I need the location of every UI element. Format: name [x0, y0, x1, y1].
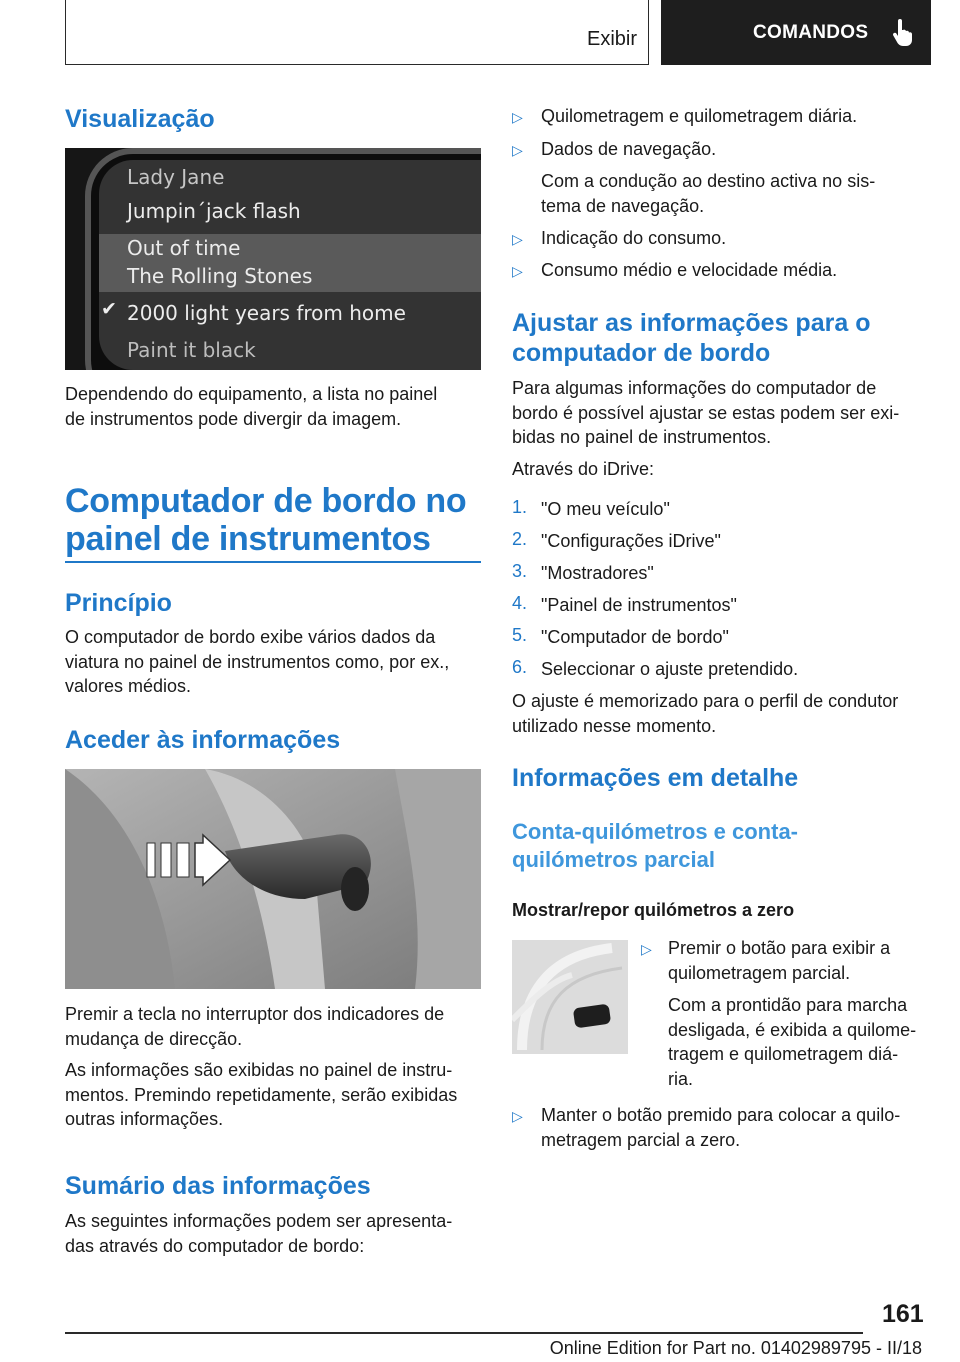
- idrive-intro: Através do iDrive:: [512, 459, 655, 479]
- triangle-bullet-icon: ▷: [512, 142, 523, 158]
- summary-item: Consumo médio e velocidade média.: [541, 260, 838, 280]
- aceder-text-2: As informações são exibidas no painel de instru- mentos. Premindo repetidamente, serão exibidas outras informações.: [65, 1060, 458, 1129]
- step-item: "O meu veículo": [541, 499, 670, 519]
- odometer-illustration: [512, 940, 628, 1054]
- menu-item: Lady Jane: [127, 165, 225, 189]
- chapter-title: Computador de bordo no painel de instrumentos: [65, 482, 467, 558]
- step-number: 5.: [512, 625, 528, 645]
- step-item: "Computador de bordo": [541, 627, 729, 647]
- step-item: "Painel de instrumentos": [541, 595, 737, 615]
- step-number: 6.: [512, 657, 528, 677]
- summary-item: Dados de navegação.: [541, 139, 717, 159]
- header-chapter-tab: [661, 0, 931, 65]
- summary-item: Indicação do consumo.: [541, 228, 727, 248]
- ajustar-text: Para algumas informações do computador de bordo é possível ajustar se estas podem ser exi- bidas no painel de instrumentos.: [512, 378, 900, 447]
- header-chapter-label: COMANDOS: [753, 21, 869, 43]
- menu-item: Out of time: [127, 236, 241, 260]
- menu-item: Jumpin´jack flash: [127, 199, 301, 223]
- odometer-button-image: [512, 940, 628, 1054]
- summary-item: Quilometragem e quilometragem diária.: [541, 106, 858, 126]
- header-section-box: [65, 0, 649, 65]
- instrument-menu-image: [65, 148, 481, 370]
- chapter-rule: [65, 561, 481, 563]
- aceder-heading: Aceder às informações: [65, 726, 341, 754]
- detalhe-heading: Informações em detalhe: [512, 764, 799, 792]
- step-number: 4.: [512, 593, 528, 613]
- aceder-text-1: Premir a tecla no interruptor dos indicadores de mudança de direcção.: [65, 1004, 445, 1049]
- summary-item-extra: Com a condução ao destino activa no sis- tema de navegação.: [541, 171, 876, 216]
- triangle-bullet-icon: ▷: [512, 263, 523, 279]
- visualizacao-heading: Visualização: [65, 105, 215, 133]
- odo-item: Premir o botão para exibir a quilometragem parcial.: [668, 938, 891, 983]
- sumario-text: As seguintes informações podem ser apresenta- das através do computador de bordo:: [65, 1211, 453, 1256]
- step-number: 1.: [512, 497, 528, 517]
- triangle-bullet-icon: ▷: [512, 231, 523, 247]
- step-item: "Mostradores": [541, 563, 654, 583]
- header-section-label: Exibir: [586, 28, 637, 50]
- page-number: 161: [882, 1300, 924, 1328]
- page-header: [65, 0, 931, 65]
- visualizacao-text: Dependendo do equipamento, a lista no painel de instrumentos pode divergir da imagem.: [65, 384, 438, 429]
- ajustar-heading: Ajustar as informações para o computador de bordo: [512, 309, 871, 367]
- hand-pointer-icon: [890, 19, 912, 47]
- stalk-illustration: [65, 769, 481, 989]
- manter-text: Manter o botão premido para colocar a quilo- metragem parcial a zero.: [541, 1105, 901, 1150]
- triangle-bullet-icon: ▷: [512, 1108, 523, 1124]
- menu-item: 2000 light years from home: [127, 301, 406, 325]
- footer-rule: [65, 1332, 863, 1334]
- triangle-bullet-icon: ▷: [641, 941, 652, 957]
- step-number: 3.: [512, 561, 528, 581]
- conta-heading: Conta-quilómetros e conta- quilómetros parcial: [512, 819, 799, 872]
- sumario-heading: Sumário das informações: [65, 1172, 371, 1200]
- step-item: Seleccionar o ajuste pretendido.: [541, 659, 799, 679]
- checkmark-icon: ✔: [101, 299, 117, 320]
- triangle-bullet-icon: ▷: [512, 109, 523, 125]
- mostrar-heading: Mostrar/repor quilómetros a zero: [512, 900, 795, 920]
- menu-item: The Rolling Stones: [127, 264, 313, 288]
- principio-text: O computador de bordo exibe vários dados da viatura no painel de instrumentos como, por ex., valores médios.: [65, 627, 450, 696]
- footer-edition: Online Edition for Part no. 01402989795 - II/18: [549, 1338, 922, 1358]
- step-item: "Configurações iDrive": [541, 531, 721, 551]
- menu-item: Paint it black: [127, 338, 256, 362]
- principio-heading: Princípio: [65, 589, 172, 617]
- turn-signal-stalk-image: [65, 769, 481, 989]
- step-number: 2.: [512, 529, 528, 549]
- odo-item-extra: Com a prontidão para marcha desligada, é exibida a quilome- tragem e quilometragem diá- ria.: [668, 995, 917, 1089]
- memo-text: O ajuste é memorizado para o perfil de condutor utilizado nesse momento.: [512, 691, 899, 736]
